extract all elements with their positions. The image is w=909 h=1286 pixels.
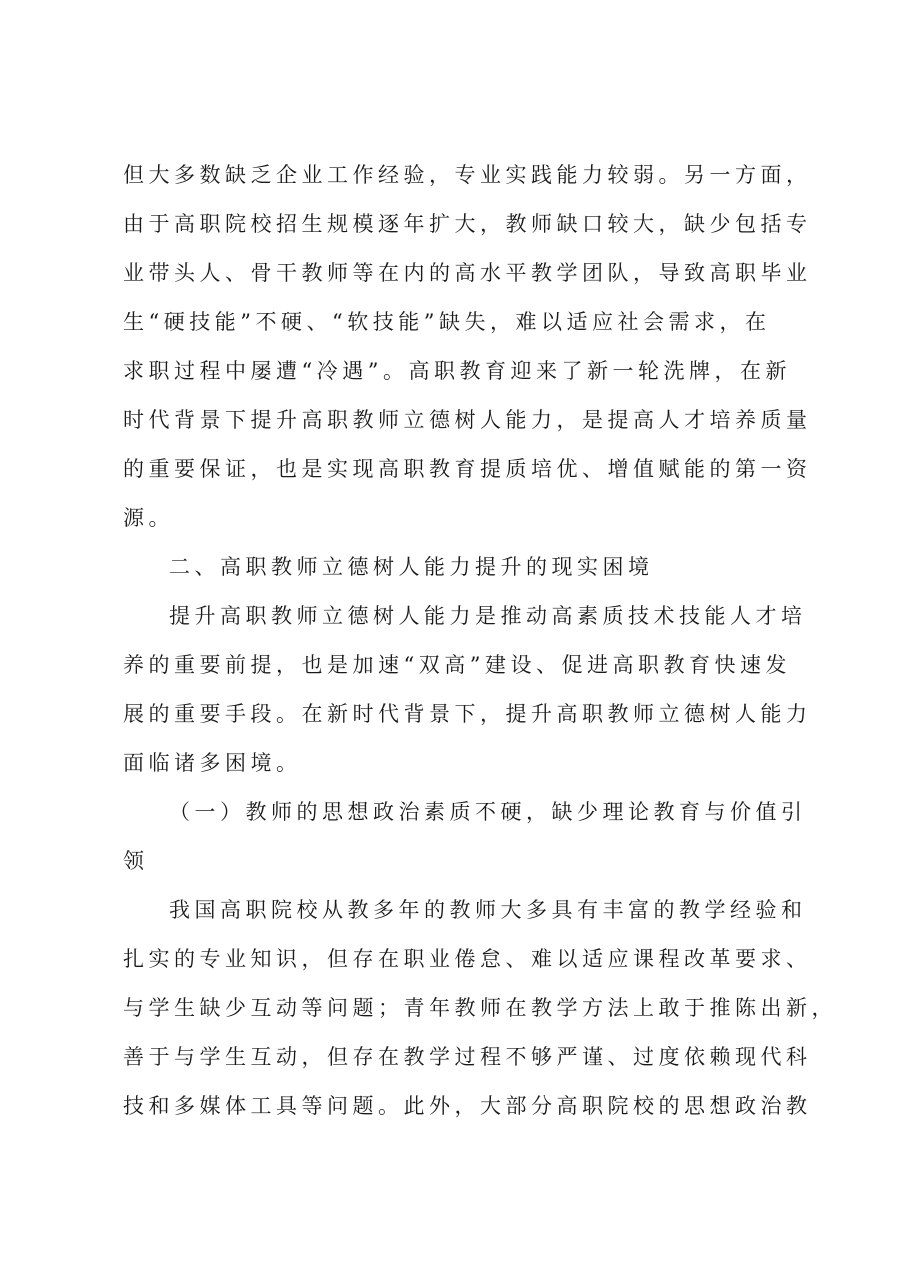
text-line: 我国高职院校从教多年的教师大多具有丰富的教学经验和 bbox=[169, 898, 807, 922]
text-line: 业带头人、骨干教师等在内的高水平教学团队，导致高职毕业 bbox=[123, 261, 812, 285]
section-heading: 二、高职教师立德树人能力提升的现实困境 bbox=[169, 555, 654, 579]
text-line: 由于高职院校招生规模逐年扩大，教师缺口较大，缺少包括专 bbox=[123, 212, 812, 236]
text-line: 展的重要手段。在新时代背景下，提升高职教师立德树人能力 bbox=[123, 702, 812, 726]
text-line: 养的重要前提，也是加速“双高”建设、促进高职教育快速发 bbox=[123, 653, 791, 677]
text-line: 求职过程中屡遭“冷遇”。高职教育迎来了新一轮洗牌，在新 bbox=[123, 359, 791, 383]
text-line: 提升高职教师立德树人能力是推动高素质技术技能人才培 bbox=[169, 604, 807, 628]
text-line: 善于与学生互动，但存在教学过程不够严谨、过度依赖现代科 bbox=[123, 1045, 812, 1069]
text-line: 面临诸多困境。 bbox=[123, 751, 302, 775]
subsection-heading: （一）教师的思想政治素质不硬，缺少理论教育与价值引 bbox=[169, 800, 807, 824]
subsection-heading-cont: 领 bbox=[123, 849, 149, 873]
text-line: 与学生缺少互动等问题；青年教师在教学方法上敢于推陈出新， bbox=[123, 996, 837, 1020]
text-line: 时代背景下提升高职教师立德树人能力，是提高人才培养质量 bbox=[123, 408, 812, 432]
text-line: 的重要保证，也是实现高职教育提质培优、增值赋能的第一资 bbox=[123, 457, 812, 481]
text-line: 但大多数缺乏企业工作经验，专业实践能力较弱。另一方面， bbox=[123, 163, 812, 187]
text-line: 扎实的专业知识，但存在职业倦怠、难以适应课程改革要求、 bbox=[123, 947, 812, 971]
text-line: 技和多媒体工具等问题。此外，大部分高职院校的思想政治教 bbox=[123, 1094, 812, 1118]
text-line: 源。 bbox=[123, 506, 174, 530]
text-line: 生“硬技能”不硬、“软技能”缺失，难以适应社会需求，在 bbox=[123, 310, 771, 334]
